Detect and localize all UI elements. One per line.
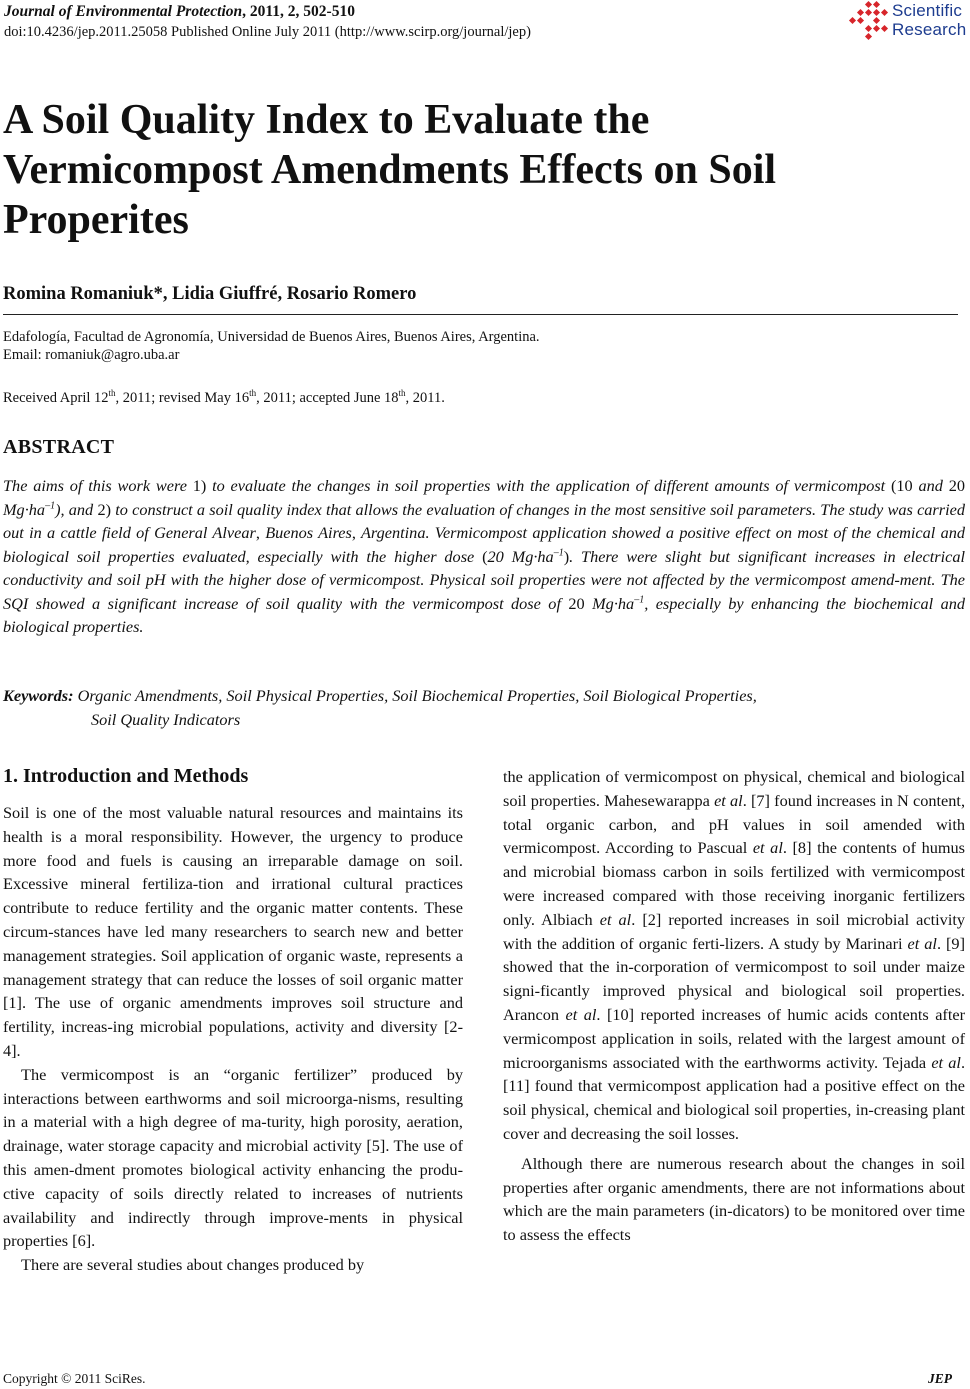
keywords: Keywords: Organic Amendments, Soil Physical Properties, Soil Biochemical Properties, Soil Biological Properties, Soil Quality Indicators (3, 686, 757, 729)
doi-line: doi:10.4236/jep.2011.25058 Published Online July 2011 (http://www.scirp.org/journal/jep) (4, 24, 531, 40)
title-line: Vermicompost Amendments Effects on Soil (3, 147, 777, 193)
received-dates: Received April 12th, 2011; revised May 16th, 2011; accepted June 18th, 2011. (3, 388, 445, 406)
title-line: A Soil Quality Index to Evaluate the (3, 97, 650, 143)
keyword: Organic Amendments (77, 686, 219, 705)
abstract-text: The aims of this work were 1) to evaluate the changes in soil properties with the application of different amounts of vermicompost (10 and 20 $Mg\cdot ha^{-1}$), and 2) to construct a soil quality index that allows the evaluation of changes in the most sensitive soil parameters. The study was carried out in a cattle field of General Alvear, Buenos Aires, Argentina. Vermicompost application showed a positive effect on most of the chemical and biological soil properties evaluated, especially with the higher dose (20 $Mg\cdot ha^{-1}$). There were slight but significant increases in electrical conductivity and soil pH with the higher dose of vermicompost. Physical soil properties were not affected by the vermicompost amend-ment. The SQI showed a significant increase of soil quality with the vermicompost dose of 20 $Mg\cdot ha^{-1}$, especially by enhancing the biochemical and biological properties. (3, 476, 966, 636)
keywords-label: Keywords (3, 686, 69, 705)
logo-text-research: Research (892, 20, 967, 39)
paragraph: The vermicompost is an “organic fertilizer” produced by interactions between earthworms and soil microorga-nisms, resulting in a material with a high degree of ma-turity, high porosity, aeration, drainage, water storage capacity and microbial activity [5]. The use of this amen-dment promotes biological activity enhancing the produ-ctive capacity of soils directly related to increases of nutrients availability and indirectly through improve-ments in physical properties [6]. (3, 1064, 463, 1251)
journal-name: Journal of Environmental Protection (4, 3, 243, 20)
keyword: Soil Physical Properties (226, 686, 385, 705)
paragraph: Although there are numerous research about the changes in soil properties after organic amendments, there are not informations about which are the main parameters (in-dicators) to be monitored over time to assess the effects (503, 1153, 965, 1245)
logo-text-scientific: Scientific (892, 1, 963, 20)
authors: Romina Romaniuk*, Lidia Giuffré, Rosario Romero (3, 284, 417, 304)
paragraph: There are several studies about changes produced by (21, 1255, 365, 1275)
article-title (3, 95, 933, 245)
journal-volume-pages: , 2011, 2, 502-510 (242, 3, 355, 20)
keyword: Soil Biochemical Properties (392, 686, 576, 705)
copyright: Copyright © 2011 SciRes. (3, 1371, 146, 1386)
title-line: Properites (3, 197, 189, 243)
keyword: Soil Biological Properties (583, 686, 753, 705)
title-divider (3, 314, 958, 315)
publisher-logo (850, 0, 968, 44)
left-column (3, 801, 463, 1277)
paragraph: the application of vermicompost on physical, chemical and biological soil properties. Mahesewarappa et al. [7] found increases in N content, total organic carbon, and pH values in soil amended with vermicompost. According to Pascual et al. [8] the contents of humus and microbial biomass carbon in soils fertilized with vermicompost were increased compared with those receiving inorganic fertilizers only. Albiach et al. [2] reported increases in soil microbial activity with the addition of organic ferti-lizers. A study by Marinari et al. [9] showed that the in-corporation of vermicompost to soil under maize signi-ficantly improved physical and biological soil properties. Arancon et al. [10] reported increases of humic acids contents after vermicompost application in soils, related with the largest amount of microorganisms associated with the earthworms activity. Tejada et al. [11] found that vermicompost application had a positive effect on the soil physical, chemical and biological soil properties, in-creasing plant cover and decreasing the soil losses. (503, 767, 966, 1143)
section-heading: 1. Introduction and Methods (3, 765, 249, 787)
right-column (503, 765, 965, 1247)
affiliation-block (3, 328, 540, 364)
keyword: Soil Quality Indicators (91, 710, 241, 729)
journal-abbreviation: JEP (928, 1371, 953, 1386)
abstract-heading: ABSTRACT (3, 436, 115, 458)
journal-citation (4, 3, 355, 21)
affiliation: Edafología, Facultad de Agronomía, Universidad de Buenos Aires, Buenos Aires, Argentina. (3, 329, 540, 345)
email: Email: romaniuk@agro.uba.ar (3, 347, 180, 363)
paragraph: Soil is one of the most valuable natural resources and maintains its health is a moral responsibility. However, the urgency to produce more food and fuels is causing an irreparable damage on soil. Excessive mineral fertiliza-tion and irrational cultural practices contribute to reduce fertility and the organic matter contents. These circum-stances have led many researchers to search new and better management strategies. Soil application of organic waste, represents a management strategy that can reduce the losses of soil organic matter [1]. The use of organic amendments improves soil structure and fertility, increas-ing microbial populations, activity and diversity [2-4]. (3, 803, 463, 1060)
